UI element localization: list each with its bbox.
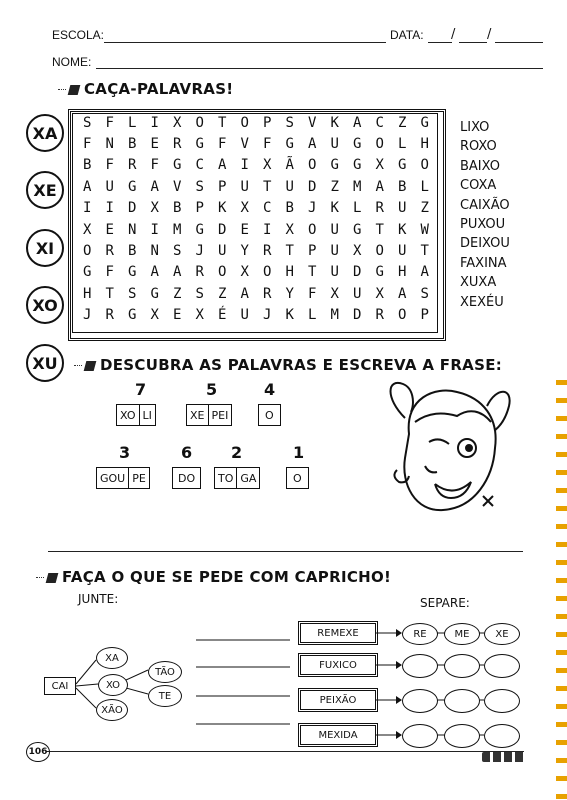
footer-rule <box>46 751 524 752</box>
grid-letter[interactable]: L <box>398 136 407 153</box>
grid-letter[interactable]: W <box>420 221 429 238</box>
grid-letter[interactable]: Z <box>398 114 407 131</box>
syllable-part: O <box>265 408 274 422</box>
grid-letter[interactable]: O <box>308 221 317 238</box>
grid-letter[interactable]: B <box>285 200 294 217</box>
date-slash-2: / <box>487 27 492 42</box>
grid-letter[interactable]: J <box>83 307 92 324</box>
word-item: PUXOU <box>460 217 506 233</box>
junte-label: JUNTE: <box>78 592 119 606</box>
grid-letter[interactable]: D <box>128 200 137 217</box>
number-label: 1 <box>293 443 305 462</box>
grid-letter[interactable]: G <box>128 264 137 281</box>
grid-letter[interactable]: G <box>285 136 294 153</box>
junte-right-oval: TÃO <box>148 661 182 683</box>
separe-syllable-oval[interactable] <box>402 689 438 713</box>
grid-letter[interactable]: H <box>285 264 294 281</box>
grid-letter[interactable]: D <box>353 264 362 281</box>
grid-letter[interactable]: G <box>150 285 159 302</box>
grid-letter[interactable]: U <box>398 200 407 217</box>
section3-title: FAÇA O QUE SE PEDE COM CAPRICHO! <box>36 568 391 586</box>
syllable-xa: XA <box>26 114 64 152</box>
grid-letter[interactable]: S <box>173 243 182 260</box>
syllable-part: XO <box>120 408 136 422</box>
separe-word-box: REMEXE <box>298 621 378 645</box>
grid-letter[interactable]: X <box>285 221 294 238</box>
grid-letter[interactable]: E <box>150 136 159 153</box>
grid-letter[interactable]: G <box>195 221 204 238</box>
grid-letter[interactable]: K <box>218 200 227 217</box>
separe-syllable-oval[interactable] <box>484 654 520 678</box>
grid-letter[interactable]: M <box>330 307 339 324</box>
grid-letter[interactable]: A <box>375 178 384 195</box>
grid-letter[interactable]: G <box>420 114 429 131</box>
grid-letter[interactable]: V <box>308 114 317 131</box>
grid-letter[interactable]: P <box>195 200 204 217</box>
grid-letter[interactable]: O <box>398 307 407 324</box>
grid-letter[interactable]: R <box>173 136 182 153</box>
junte-answer-line[interactable] <box>196 716 290 726</box>
grid-letter[interactable]: F <box>83 136 92 153</box>
junte-mid-oval: XA <box>96 647 128 669</box>
grid-letter[interactable]: T <box>105 285 114 302</box>
grid-letter[interactable]: X <box>173 114 182 131</box>
syllable-part: PE <box>128 468 149 488</box>
junte-answer-line[interactable] <box>196 632 290 642</box>
grid-letter[interactable]: E <box>240 221 249 238</box>
separe-syllable-oval[interactable]: RE <box>402 623 438 645</box>
grid-letter[interactable]: A <box>83 178 92 195</box>
grid-letter[interactable]: U <box>330 243 339 260</box>
grid-letter[interactable]: H <box>83 285 92 302</box>
grid-letter[interactable]: O <box>420 157 429 174</box>
word-item: BAIXO <box>460 158 500 174</box>
grid-letter[interactable]: R <box>263 285 272 302</box>
grid-letter[interactable]: É <box>218 307 227 324</box>
grid-letter[interactable]: O <box>195 114 204 131</box>
grid-letter[interactable]: G <box>83 264 92 281</box>
grid-letter[interactable]: S <box>420 285 429 302</box>
grid-letter[interactable]: F <box>263 136 272 153</box>
escola-label: ESCOLA: <box>52 28 105 42</box>
junte-root-box: CAI <box>44 677 76 695</box>
syllable-xi: XI <box>26 229 64 267</box>
number-label: 7 <box>135 380 147 399</box>
grid-letter[interactable]: U <box>240 178 249 195</box>
separe-word-box: FUXICO <box>298 653 378 677</box>
grid-letter[interactable]: F <box>218 136 227 153</box>
grid-letter[interactable]: S <box>128 285 137 302</box>
grid-letter[interactable]: N <box>128 221 137 238</box>
junte-mid-oval: XÃO <box>96 699 128 721</box>
word-item: XUXA <box>460 275 497 291</box>
syllable-part: PEI <box>208 405 232 425</box>
syllable-xo: XO <box>26 286 64 324</box>
grid-letter[interactable]: F <box>105 157 114 174</box>
syllable-part: DO <box>178 471 196 485</box>
grid-letter[interactable]: G <box>353 157 362 174</box>
grid-letter[interactable]: J <box>263 307 272 324</box>
grid-letter[interactable]: F <box>105 264 114 281</box>
syllable-part: TO <box>218 471 234 485</box>
grid-letter[interactable]: U <box>285 178 294 195</box>
grid-letter[interactable]: U <box>398 243 407 260</box>
grid-letter[interactable]: I <box>150 221 159 238</box>
grid-letter[interactable]: R <box>263 243 272 260</box>
grid-letter[interactable]: R <box>128 157 137 174</box>
grid-letter[interactable]: Z <box>330 178 339 195</box>
grid-letter[interactable]: U <box>218 243 227 260</box>
separe-syllable-oval[interactable] <box>402 724 438 748</box>
separe-arrows <box>376 633 396 735</box>
word-item: ROXO <box>460 139 497 155</box>
grid-letter[interactable]: A <box>353 114 362 131</box>
grid-letter[interactable]: M <box>173 221 182 238</box>
grid-letter[interactable]: X <box>195 307 204 324</box>
grid-letter[interactable]: K <box>330 200 339 217</box>
separe-syllable-oval[interactable] <box>444 689 480 713</box>
grid-letter[interactable]: T <box>308 264 317 281</box>
grid-letter[interactable]: O <box>83 243 92 260</box>
grid-letter[interactable]: U <box>105 178 114 195</box>
syllable-xu: XU <box>26 344 64 382</box>
grid-letter[interactable]: E <box>105 221 114 238</box>
grid-letter[interactable]: X <box>83 221 92 238</box>
nome-label: NOME: <box>52 55 92 69</box>
grid-letter[interactable]: U <box>240 307 249 324</box>
grid-letter[interactable]: G <box>375 264 384 281</box>
grid-letter[interactable]: J <box>308 200 317 217</box>
grid-letter[interactable]: R <box>375 200 384 217</box>
data-label: DATA: <box>390 28 424 42</box>
separe-word-box: MEXIDA <box>298 723 378 747</box>
junte-right-oval: TE <box>148 685 182 707</box>
grid-letter[interactable]: Z <box>420 200 429 217</box>
grid-letter[interactable]: U <box>330 264 339 281</box>
grid-letter[interactable]: B <box>398 178 407 195</box>
syllable-part: GOU <box>100 471 126 485</box>
grid-letter[interactable]: O <box>218 264 227 281</box>
grid-letter[interactable]: V <box>173 178 182 195</box>
word-item: LIXO <box>460 120 490 135</box>
grid-letter[interactable]: K <box>285 307 294 324</box>
grid-letter[interactable]: A <box>218 157 227 174</box>
grid-letter[interactable]: G <box>173 157 182 174</box>
grid-letter[interactable]: K <box>330 114 339 131</box>
syllable-part: O <box>293 471 302 485</box>
grid-letter[interactable]: B <box>83 157 92 174</box>
grid-letter[interactable]: L <box>128 114 137 131</box>
grid-letter[interactable]: L <box>420 178 429 195</box>
word-item: CAIXÃO <box>460 197 510 213</box>
junte-answer-line[interactable] <box>196 659 290 669</box>
separe-syllable-oval[interactable] <box>484 689 520 713</box>
grid-letter[interactable]: T <box>218 114 227 131</box>
grid-letter[interactable]: G <box>128 307 137 324</box>
grid-letter[interactable]: S <box>83 114 92 131</box>
junte-answer-line[interactable] <box>196 688 290 698</box>
grid-letter[interactable]: G <box>330 157 339 174</box>
grid-letter[interactable]: H <box>420 136 429 153</box>
grid-letter[interactable]: G <box>353 221 362 238</box>
grid-letter[interactable]: L <box>353 200 362 217</box>
grid-letter[interactable]: U <box>353 285 362 302</box>
grid-letter[interactable]: B <box>128 136 137 153</box>
word-item: COXA <box>460 178 497 194</box>
separe-label: SEPARE: <box>420 596 470 610</box>
grid-letter[interactable]: K <box>398 221 407 238</box>
grid-letter[interactable]: O <box>375 136 384 153</box>
number-label: 2 <box>231 443 243 462</box>
grid-letter[interactable]: G <box>353 136 362 153</box>
grid-letter[interactable]: I <box>105 200 114 217</box>
grid-letter[interactable]: R <box>375 307 384 324</box>
separe-syllable-oval[interactable] <box>444 724 480 748</box>
grid-letter[interactable]: M <box>353 178 362 195</box>
number-label: 5 <box>206 380 218 399</box>
grid-letter[interactable]: S <box>195 178 204 195</box>
syllable-part: LI <box>139 405 155 425</box>
grid-letter[interactable]: O <box>375 243 384 260</box>
grid-letter[interactable]: Z <box>173 285 182 302</box>
grid-letter[interactable]: H <box>398 264 407 281</box>
grid-letter[interactable]: B <box>173 200 182 217</box>
grid-letter[interactable]: A <box>420 264 429 281</box>
grid-letter[interactable]: U <box>330 221 339 238</box>
grid-letter[interactable]: L <box>308 307 317 324</box>
grid-letter[interactable]: I <box>83 200 92 217</box>
grid-letter[interactable]: C <box>263 200 272 217</box>
grid-letter[interactable]: Z <box>218 285 227 302</box>
grid-letter[interactable]: X <box>375 157 384 174</box>
syllable-part: GA <box>236 468 259 488</box>
grid-letter[interactable]: R <box>105 307 114 324</box>
number-label: 4 <box>264 380 276 399</box>
grid-letter[interactable]: P <box>218 178 227 195</box>
grid-letter[interactable]: D <box>218 221 227 238</box>
grid-letter[interactable]: F <box>308 285 317 302</box>
grid-letter[interactable]: V <box>240 136 249 153</box>
page-number: 106 <box>26 742 50 762</box>
grid-letter[interactable]: D <box>308 178 317 195</box>
grid-letter[interactable]: T <box>375 221 384 238</box>
separe-syllable-oval[interactable] <box>402 654 438 678</box>
grid-letter[interactable]: X <box>150 200 159 217</box>
grid-letter[interactable]: A <box>240 285 249 302</box>
grid-letter[interactable]: J <box>195 243 204 260</box>
grid-letter[interactable]: Y <box>240 243 249 260</box>
number-label: 3 <box>119 443 131 462</box>
grid-letter[interactable]: P <box>263 114 272 131</box>
separe-syllable-oval[interactable] <box>444 654 480 678</box>
grid-letter[interactable]: Y <box>285 285 294 302</box>
grid-letter[interactable]: I <box>150 114 159 131</box>
grid-letter[interactable]: A <box>173 264 182 281</box>
separe-syllable-oval[interactable]: ME <box>444 623 480 645</box>
grid-letter[interactable]: C <box>375 114 384 131</box>
grid-letter[interactable]: T <box>285 243 294 260</box>
grid-letter[interactable]: G <box>195 136 204 153</box>
grid-letter[interactable]: E <box>173 307 182 324</box>
word-item: DEIXOU <box>460 236 510 252</box>
grid-letter[interactable]: D <box>353 307 362 324</box>
grid-letter[interactable]: I <box>240 157 249 174</box>
grid-letter[interactable]: X <box>330 285 339 302</box>
grid-letter[interactable]: C <box>195 157 204 174</box>
grid-letter[interactable]: P <box>420 307 429 324</box>
section2-title: DESCUBRA AS PALAVRAS E ESCREVA A FRASE: <box>74 356 502 374</box>
grid-letter[interactable]: U <box>330 136 339 153</box>
grid-letter[interactable]: O <box>263 264 272 281</box>
grid-letter[interactable]: X <box>375 285 384 302</box>
grid-letter[interactable]: Ã <box>285 157 294 174</box>
grid-letter[interactable]: X <box>240 200 249 217</box>
date-slash-1: / <box>451 27 456 42</box>
grid-letter[interactable]: G <box>128 178 137 195</box>
publisher-logo <box>482 752 526 762</box>
word-item: FAXINA <box>460 255 507 271</box>
grid-letter[interactable]: S <box>195 285 204 302</box>
syllable-part: XE <box>190 408 205 422</box>
word-item: XEXÉU <box>460 294 504 310</box>
section1-title: CAÇA-PALAVRAS! <box>58 80 233 98</box>
grid-letter[interactable]: R <box>195 264 204 281</box>
separe-syllable-oval[interactable]: XE <box>484 623 520 645</box>
grid-letter[interactable]: N <box>150 243 159 260</box>
grid-letter[interactable]: O <box>240 114 249 131</box>
grid-letter[interactable]: G <box>398 157 407 174</box>
grid-letter[interactable]: X <box>353 243 362 260</box>
grid-letter[interactable]: B <box>128 243 137 260</box>
grid-letter[interactable]: S <box>285 114 294 131</box>
number-label: 6 <box>181 443 193 462</box>
grid-letter[interactable]: I <box>263 221 272 238</box>
grid-letter[interactable]: F <box>150 157 159 174</box>
grid-letter[interactable]: A <box>150 264 159 281</box>
grid-letter[interactable]: F <box>105 114 114 131</box>
junte-mid-oval: XO <box>98 674 128 696</box>
syllable-xe: XE <box>26 171 64 209</box>
grid-letter[interactable]: X <box>240 264 249 281</box>
grid-letter[interactable]: A <box>308 136 317 153</box>
spiral-binding <box>556 380 567 800</box>
grid-letter[interactable]: X <box>150 307 159 324</box>
grid-letter[interactable]: A <box>398 285 407 302</box>
grid-letter[interactable]: X <box>263 157 272 174</box>
grid-letter[interactable]: O <box>308 157 317 174</box>
grid-letter[interactable]: N <box>105 136 114 153</box>
grid-letter[interactable]: A <box>150 178 159 195</box>
grid-letter[interactable]: P <box>308 243 317 260</box>
separe-syllable-oval[interactable] <box>484 724 520 748</box>
separe-word-box: PEIXÃO <box>298 688 378 712</box>
grid-letter[interactable]: T <box>263 178 272 195</box>
grid-letter[interactable]: R <box>105 243 114 260</box>
grid-letter[interactable]: T <box>420 243 429 260</box>
